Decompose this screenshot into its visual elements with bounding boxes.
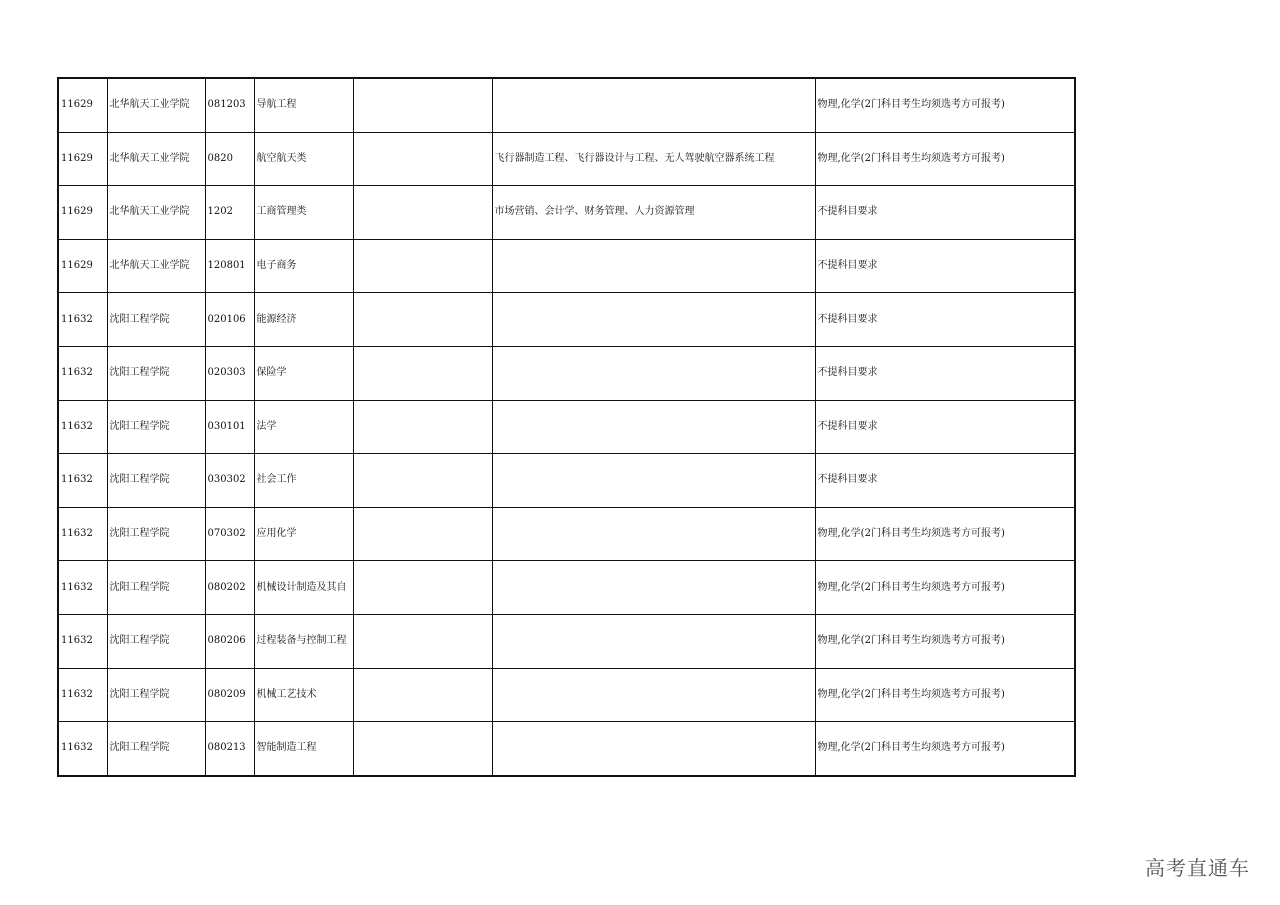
school-name-cell: 北华航天工业学院 xyxy=(107,186,205,240)
major-name-cell: 机械设计制造及其自 xyxy=(254,561,353,615)
table-row xyxy=(58,78,1075,132)
included-majors-cell xyxy=(492,346,815,400)
major-name-cell: 智能制造工程 xyxy=(254,722,353,776)
table-row xyxy=(58,561,1075,615)
table-row xyxy=(58,239,1075,293)
major-name-cell: 机械工艺技术 xyxy=(254,668,353,722)
subject-requirement-cell: 不提科目要求 xyxy=(815,186,1075,240)
major-code-cell: 1202 xyxy=(205,186,254,240)
table-row xyxy=(58,132,1075,186)
table-row xyxy=(58,186,1075,240)
major-name-cell: 电子商务 xyxy=(254,239,353,293)
school-name-cell: 沈阳工程学院 xyxy=(107,400,205,454)
blank-cell xyxy=(353,614,492,668)
school-name-cell: 北华航天工业学院 xyxy=(107,132,205,186)
blank-cell xyxy=(353,132,492,186)
major-name-cell: 社会工作 xyxy=(254,454,353,508)
school-name-cell: 沈阳工程学院 xyxy=(107,561,205,615)
major-code-cell: 080213 xyxy=(205,722,254,776)
subject-requirement-cell: 不提科目要求 xyxy=(815,454,1075,508)
included-majors-cell xyxy=(492,668,815,722)
major-code-cell: 080209 xyxy=(205,668,254,722)
subject-requirement-cell: 不提科目要求 xyxy=(815,293,1075,347)
subject-requirement-cell: 物理,化学(2门科目考生均须选考方可报考) xyxy=(815,722,1075,776)
included-majors-cell xyxy=(492,78,815,132)
subject-requirement-cell: 不提科目要求 xyxy=(815,239,1075,293)
major-name-cell: 工商管理类 xyxy=(254,186,353,240)
included-majors-cell xyxy=(492,561,815,615)
major-code-cell: 080206 xyxy=(205,614,254,668)
major-code-cell: 020303 xyxy=(205,346,254,400)
table-row xyxy=(58,507,1075,561)
major-name-cell: 过程装备与控制工程 xyxy=(254,614,353,668)
subject-requirements-table xyxy=(57,77,1076,777)
major-name-cell: 导航工程 xyxy=(254,78,353,132)
table-row xyxy=(58,293,1075,347)
included-majors-cell xyxy=(492,400,815,454)
subject-requirement-cell: 物理,化学(2门科目考生均须选考方可报考) xyxy=(815,614,1075,668)
school-name-cell: 沈阳工程学院 xyxy=(107,346,205,400)
major-name-cell: 法学 xyxy=(254,400,353,454)
school-code-cell: 11629 xyxy=(58,78,107,132)
major-name-cell: 应用化学 xyxy=(254,507,353,561)
school-name-cell: 沈阳工程学院 xyxy=(107,507,205,561)
blank-cell xyxy=(353,78,492,132)
major-code-cell: 030302 xyxy=(205,454,254,508)
included-majors-cell: 市场营销、会计学、财务管理、人力资源管理 xyxy=(492,186,815,240)
blank-cell xyxy=(353,722,492,776)
blank-cell xyxy=(353,454,492,508)
blank-cell xyxy=(353,668,492,722)
school-code-cell: 11632 xyxy=(58,293,107,347)
subject-requirement-cell: 物理,化学(2门科目考生均须选考方可报考) xyxy=(815,78,1075,132)
school-code-cell: 11632 xyxy=(58,561,107,615)
school-code-cell: 11632 xyxy=(58,507,107,561)
table-row xyxy=(58,614,1075,668)
included-majors-cell xyxy=(492,293,815,347)
school-name-cell: 沈阳工程学院 xyxy=(107,722,205,776)
school-name-cell: 沈阳工程学院 xyxy=(107,668,205,722)
subject-requirement-cell: 物理,化学(2门科目考生均须选考方可报考) xyxy=(815,561,1075,615)
blank-cell xyxy=(353,400,492,454)
school-name-cell: 沈阳工程学院 xyxy=(107,614,205,668)
subject-requirement-cell: 不提科目要求 xyxy=(815,346,1075,400)
blank-cell xyxy=(353,346,492,400)
school-code-cell: 11632 xyxy=(58,400,107,454)
table-row xyxy=(58,346,1075,400)
included-majors-cell xyxy=(492,239,815,293)
subject-requirement-cell: 不提科目要求 xyxy=(815,400,1075,454)
major-name-cell: 保险学 xyxy=(254,346,353,400)
table-row xyxy=(58,668,1075,722)
blank-cell xyxy=(353,186,492,240)
school-code-cell: 11629 xyxy=(58,132,107,186)
included-majors-cell xyxy=(492,507,815,561)
major-code-cell: 0820 xyxy=(205,132,254,186)
school-code-cell: 11632 xyxy=(58,722,107,776)
school-code-cell: 11629 xyxy=(58,186,107,240)
table-body xyxy=(58,78,1075,776)
school-code-cell: 11632 xyxy=(58,346,107,400)
major-name-cell: 航空航天类 xyxy=(254,132,353,186)
school-code-cell: 11632 xyxy=(58,668,107,722)
subject-requirement-cell: 物理,化学(2门科目考生均须选考方可报考) xyxy=(815,132,1075,186)
school-name-cell: 北华航天工业学院 xyxy=(107,239,205,293)
included-majors-cell xyxy=(492,454,815,508)
major-code-cell: 080202 xyxy=(205,561,254,615)
school-code-cell: 11629 xyxy=(58,239,107,293)
major-code-cell: 020106 xyxy=(205,293,254,347)
blank-cell xyxy=(353,561,492,615)
blank-cell xyxy=(353,507,492,561)
major-code-cell: 070302 xyxy=(205,507,254,561)
included-majors-cell: 飞行器制造工程、飞行器设计与工程、无人驾驶航空器系统工程 xyxy=(492,132,815,186)
watermark-text: 高考直通车 xyxy=(1145,856,1250,880)
major-code-cell: 030101 xyxy=(205,400,254,454)
major-name-cell: 能源经济 xyxy=(254,293,353,347)
school-name-cell: 北华航天工业学院 xyxy=(107,78,205,132)
included-majors-cell xyxy=(492,722,815,776)
blank-cell xyxy=(353,239,492,293)
major-code-cell: 120801 xyxy=(205,239,254,293)
school-name-cell: 沈阳工程学院 xyxy=(107,454,205,508)
table-row xyxy=(58,722,1075,776)
school-name-cell: 沈阳工程学院 xyxy=(107,293,205,347)
major-code-cell: 081203 xyxy=(205,78,254,132)
table-row xyxy=(58,454,1075,508)
included-majors-cell xyxy=(492,614,815,668)
school-code-cell: 11632 xyxy=(58,614,107,668)
subject-requirement-cell: 物理,化学(2门科目考生均须选考方可报考) xyxy=(815,668,1075,722)
table-row xyxy=(58,400,1075,454)
blank-cell xyxy=(353,293,492,347)
school-code-cell: 11632 xyxy=(58,454,107,508)
subject-requirement-cell: 物理,化学(2门科目考生均须选考方可报考) xyxy=(815,507,1075,561)
